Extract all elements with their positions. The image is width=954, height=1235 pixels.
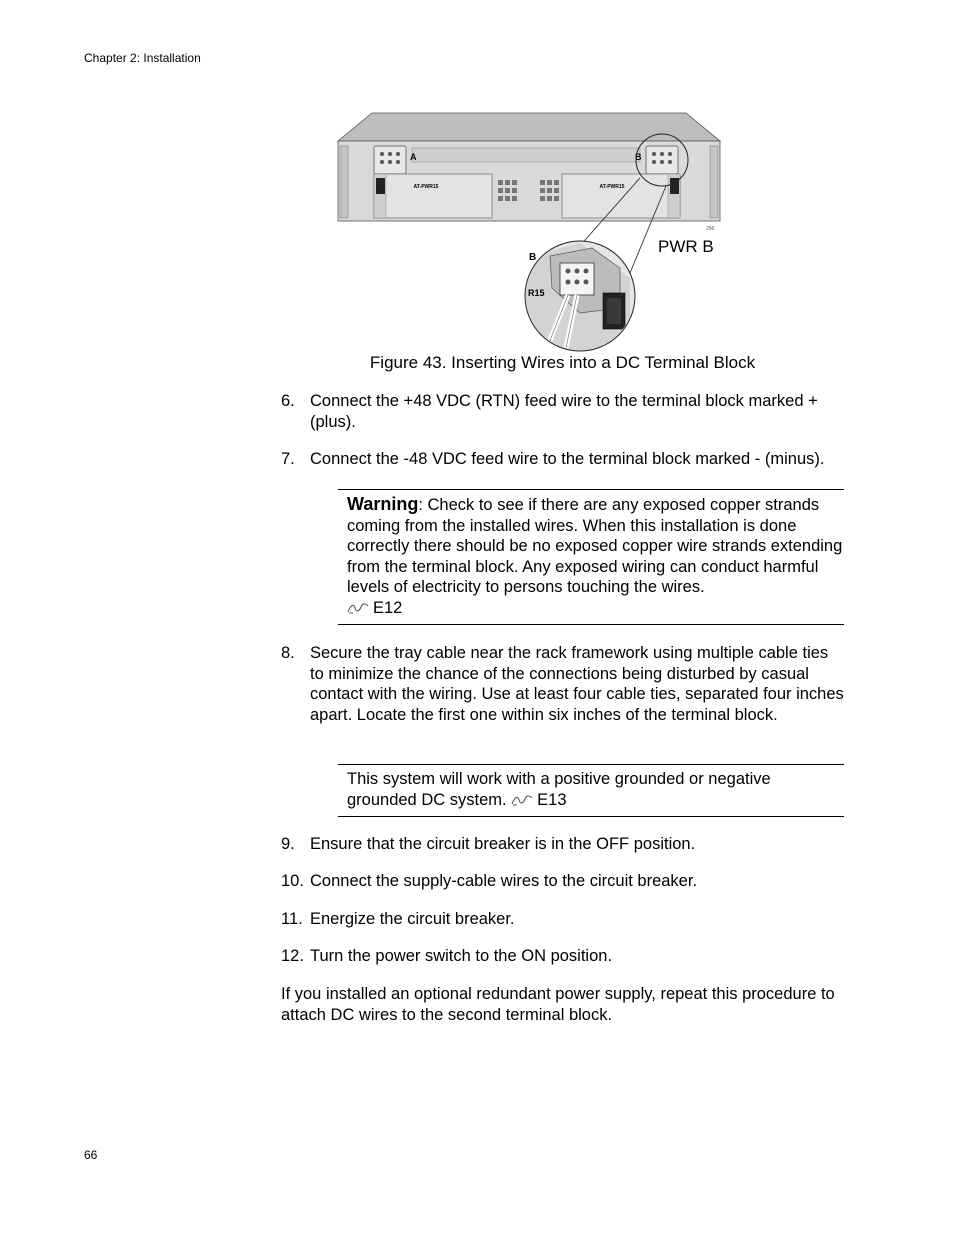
step-number: 10. [281,872,304,890]
figure-number: 256 [706,226,715,232]
step-text: Connect the supply-cable wires to the circuit breaker. [310,872,698,890]
warning-label: Warning [347,494,419,514]
module-label-right: AT-PWR15 [599,184,625,190]
step-text: Connect the +48 VDC (RTN) feed wire to the terminal block marked + (plus). [310,392,818,431]
translation-ref-icon [347,602,369,614]
step-number: 11. [281,910,303,928]
step-text: Connect the -48 VDC feed wire to the terminal block marked - (minus). [310,450,825,468]
zoom-label-r15: R15 [528,288,545,298]
note-box [338,764,844,817]
module-label-left: AT-PWR15 [413,184,439,190]
warning-text: : Check to see if there are any exposed copper strands coming from the installed wires. When this installation is done correctly there should be no exposed copper wire strands extending from the terminal block. Any exposed wiring can conduct harmful levels of electricity to persons touching the wires. [347,496,843,596]
translation-ref-icon [511,794,533,806]
step-text: Ensure that the circuit breaker is in the OFF position. [310,835,696,853]
step-number: 7. [281,450,295,468]
step-number: 6. [281,392,295,410]
running-head: Chapter 2: Installation [84,51,201,65]
step-text: Secure the tray cable near the rack framework using multiple cable ties to minimize the chance of the connections being disturbed by casual contact with the wiring. Use at least four cable ties, separated four inches apart. Locate the first one within six inches of the terminal block. [310,644,844,724]
warning-ref: E12 [373,598,403,617]
page-number: 66 [84,1148,98,1162]
terminal-label-a: A [410,152,417,162]
step-number: 9. [281,835,295,853]
closing-paragraph: If you installed an optional redundant power supply, repeat this procedure to attach DC wires to the second terminal block. [281,985,835,1024]
note-text: This system will work with a positive grounded or negative grounded DC system. [347,770,771,809]
dc-terminal-block-figure [330,108,730,353]
figure-caption: Figure 43. Inserting Wires into a DC Terminal Block [369,353,756,372]
note-ref: E13 [537,790,567,809]
terminal-label-b: B [635,152,642,162]
warning-box [338,489,844,625]
step-text: Energize the circuit breaker. [310,910,515,928]
pwr-b-callout: PWR B [658,237,714,256]
zoom-label-b: B [529,252,537,263]
step-text: Turn the power switch to the ON position. [310,947,613,965]
step-number: 12. [281,947,304,965]
step-number: 8. [281,644,295,662]
